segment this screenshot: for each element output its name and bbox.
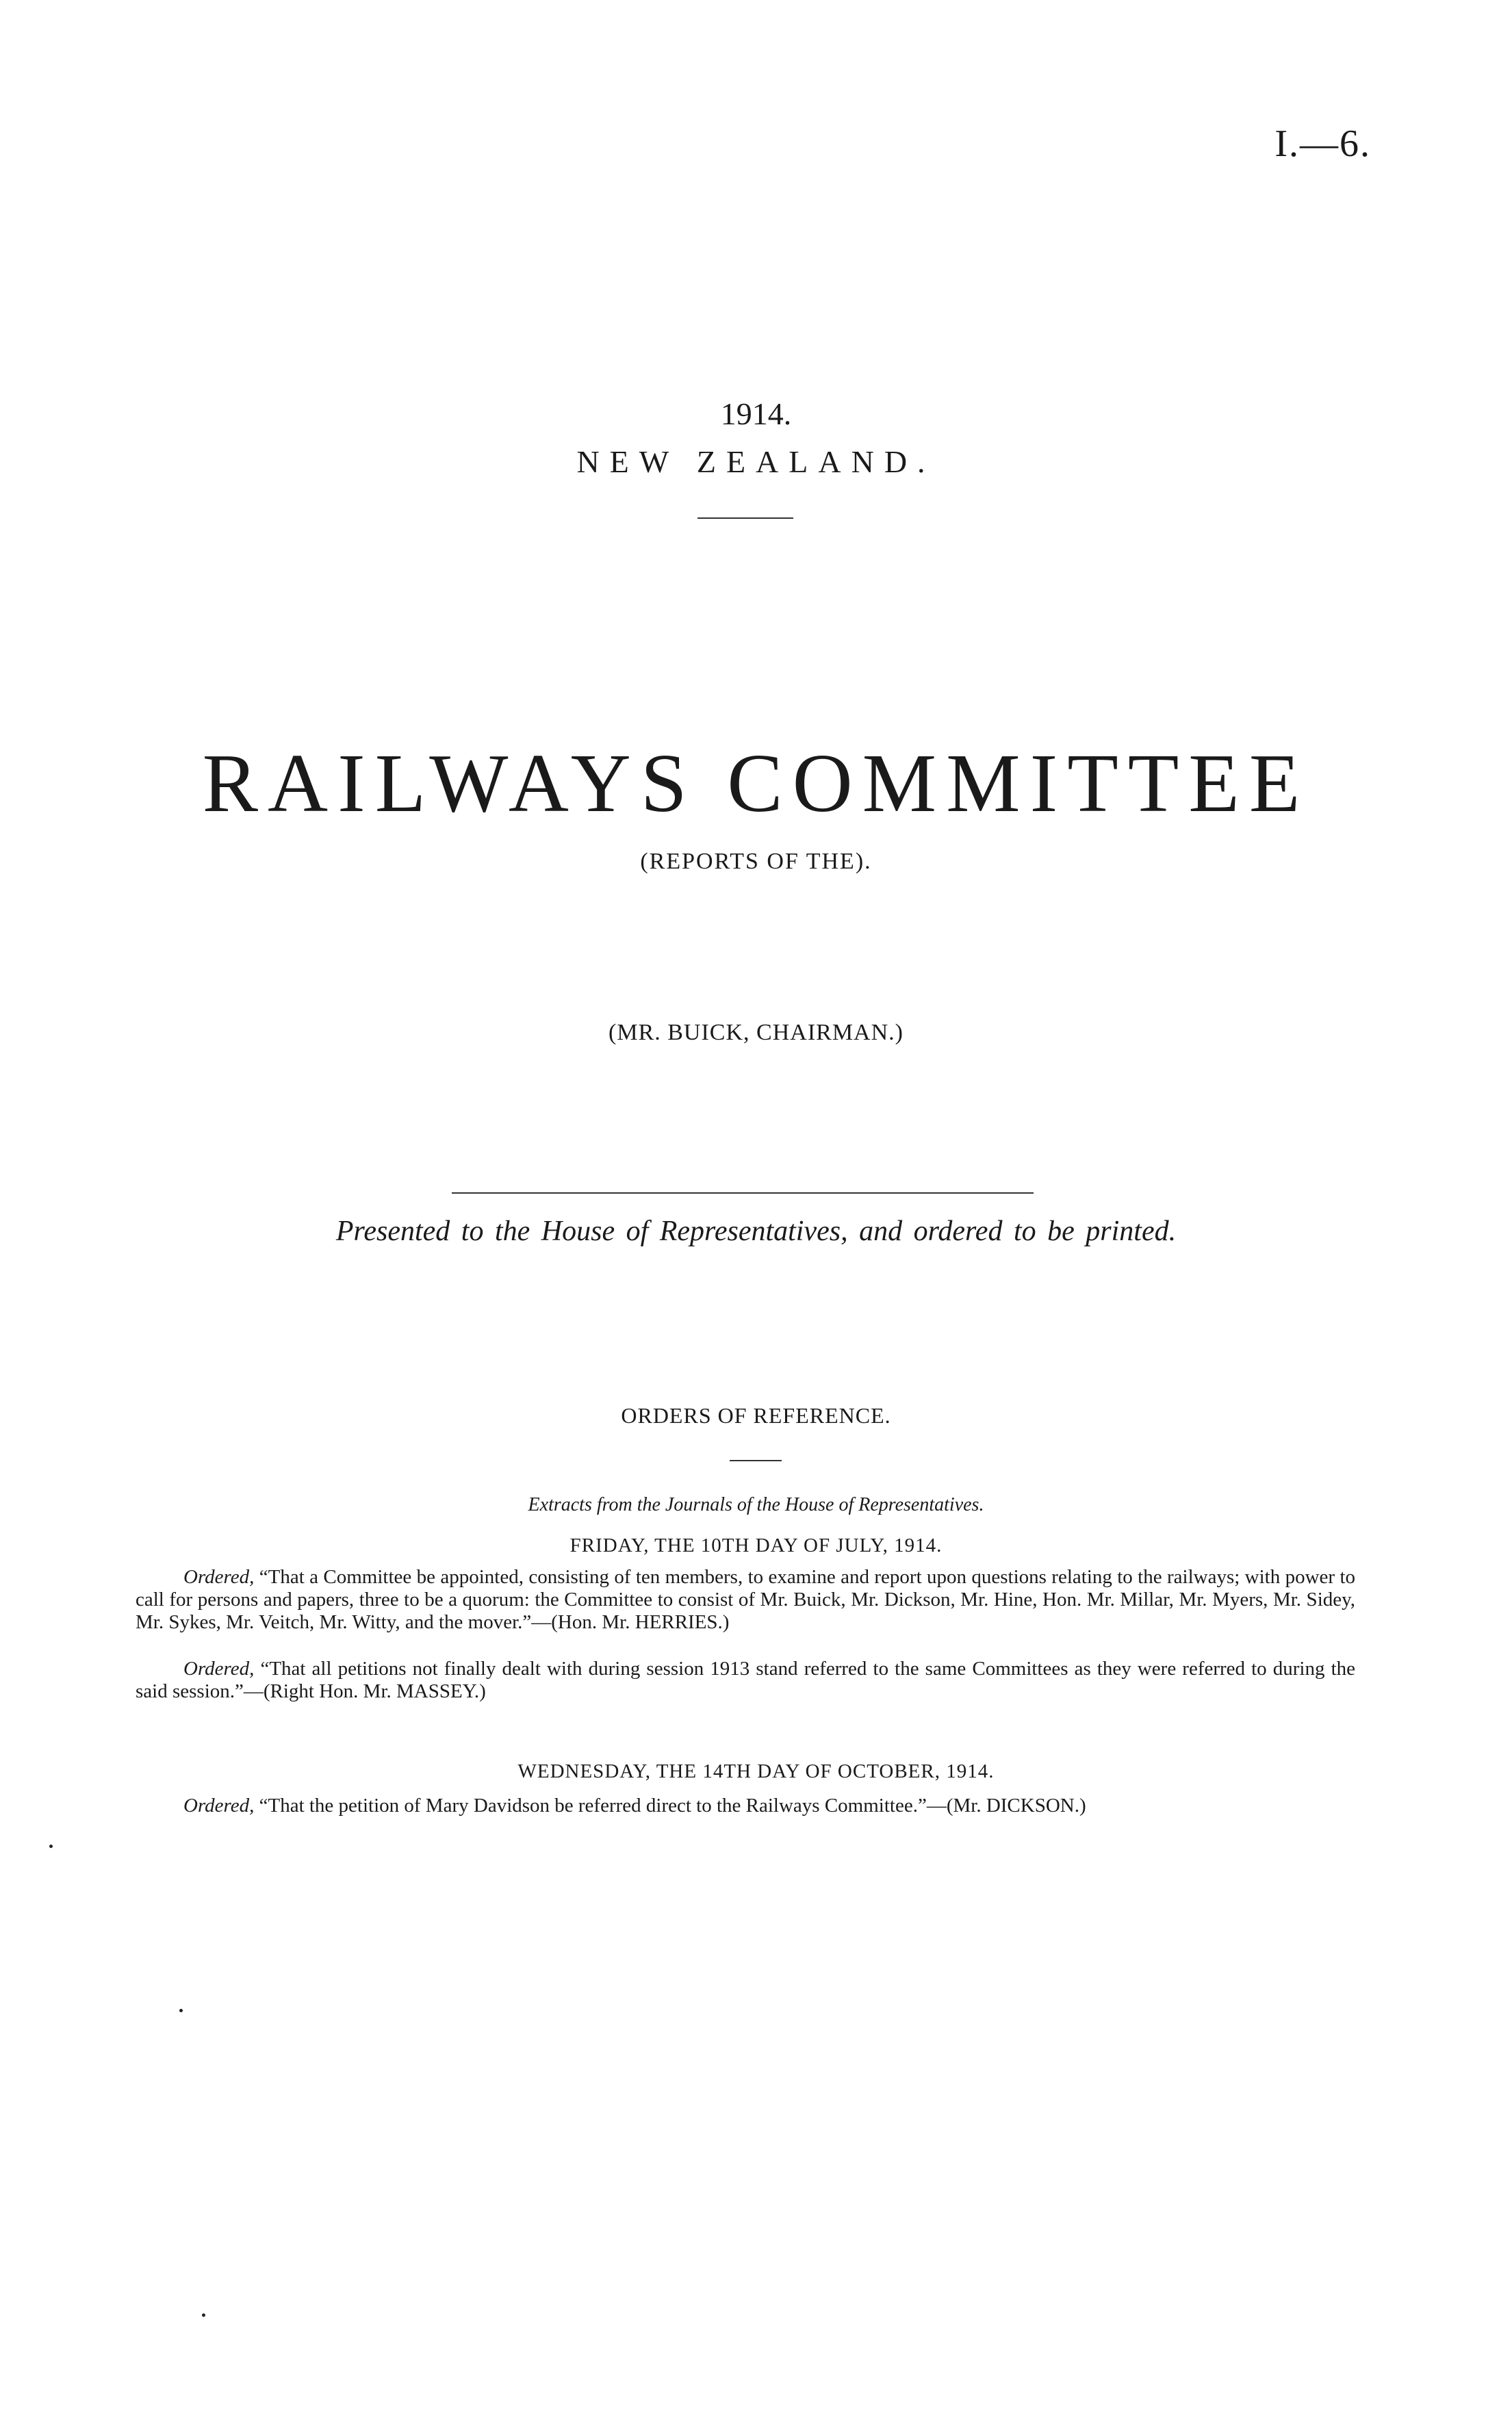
scan-speck: [49, 1845, 53, 1848]
order-text: “That the petition of Mary Davidson be referred direct to the Railways Committee.”—(Mr. DICKSON.): [259, 1795, 1086, 1817]
order-text: “That a Committee be appointed, consisting of ten members, to examine and report upon questions relating to the railways; with power to call for persons and papers, three to be a quorum: the Committee to consist of Mr. Buick, Mr. Dickson, Mr. Hine, Hon. Mr. Millar, Mr. Myers, Mr. Sidey, Mr. Sykes, Mr. Veitch, Mr. Witty, and the mover.”—(Hon. Mr. HERRIES.): [136, 1566, 1355, 1633]
year-heading: 1914.: [720, 396, 792, 431]
order-paragraph: [136, 1795, 1355, 1817]
order-text: “That all petitions not finally dealt with during session 1913 stand referred to the same Committees as they were referred to during the said session.”—(Right Hon. Mr. MASSEY.): [136, 1658, 1355, 1702]
date-heading: FRIDAY, THE 10TH DAY OF JULY, 1914.: [569, 1535, 943, 1556]
document-subtitle: (REPORTS OF THE).: [640, 849, 872, 874]
scan-speck: [179, 2009, 183, 2012]
order-prefix: Ordered,: [183, 1658, 255, 1680]
divider: [730, 1460, 782, 1461]
presented-line: Presented to the House of Representatives, and ordered to be printed.: [335, 1216, 1177, 1247]
journal-extracts-caption: Extracts from the Journals of the House of Representatives.: [528, 1494, 984, 1515]
divider: [697, 517, 793, 519]
order-prefix: Ordered,: [183, 1566, 255, 1588]
divider: [452, 1192, 1034, 1194]
document-title: RAILWAYS COMMITTEE: [202, 737, 1310, 830]
page-reference-code: I.—6.: [1274, 123, 1371, 165]
order-paragraph: [136, 1566, 1355, 1634]
order-prefix: Ordered,: [183, 1795, 255, 1817]
order-paragraph: [136, 1658, 1355, 1703]
scan-speck: [202, 2313, 205, 2317]
orders-of-reference-heading: ORDERS OF REFERENCE.: [621, 1403, 891, 1428]
country-heading: NEW ZEALAND.: [576, 444, 936, 479]
date-heading: WEDNESDAY, THE 14TH DAY OF OCTOBER, 1914.: [517, 1760, 995, 1782]
chairman-line: (MR. BUICK, CHAIRMAN.): [608, 1020, 904, 1045]
